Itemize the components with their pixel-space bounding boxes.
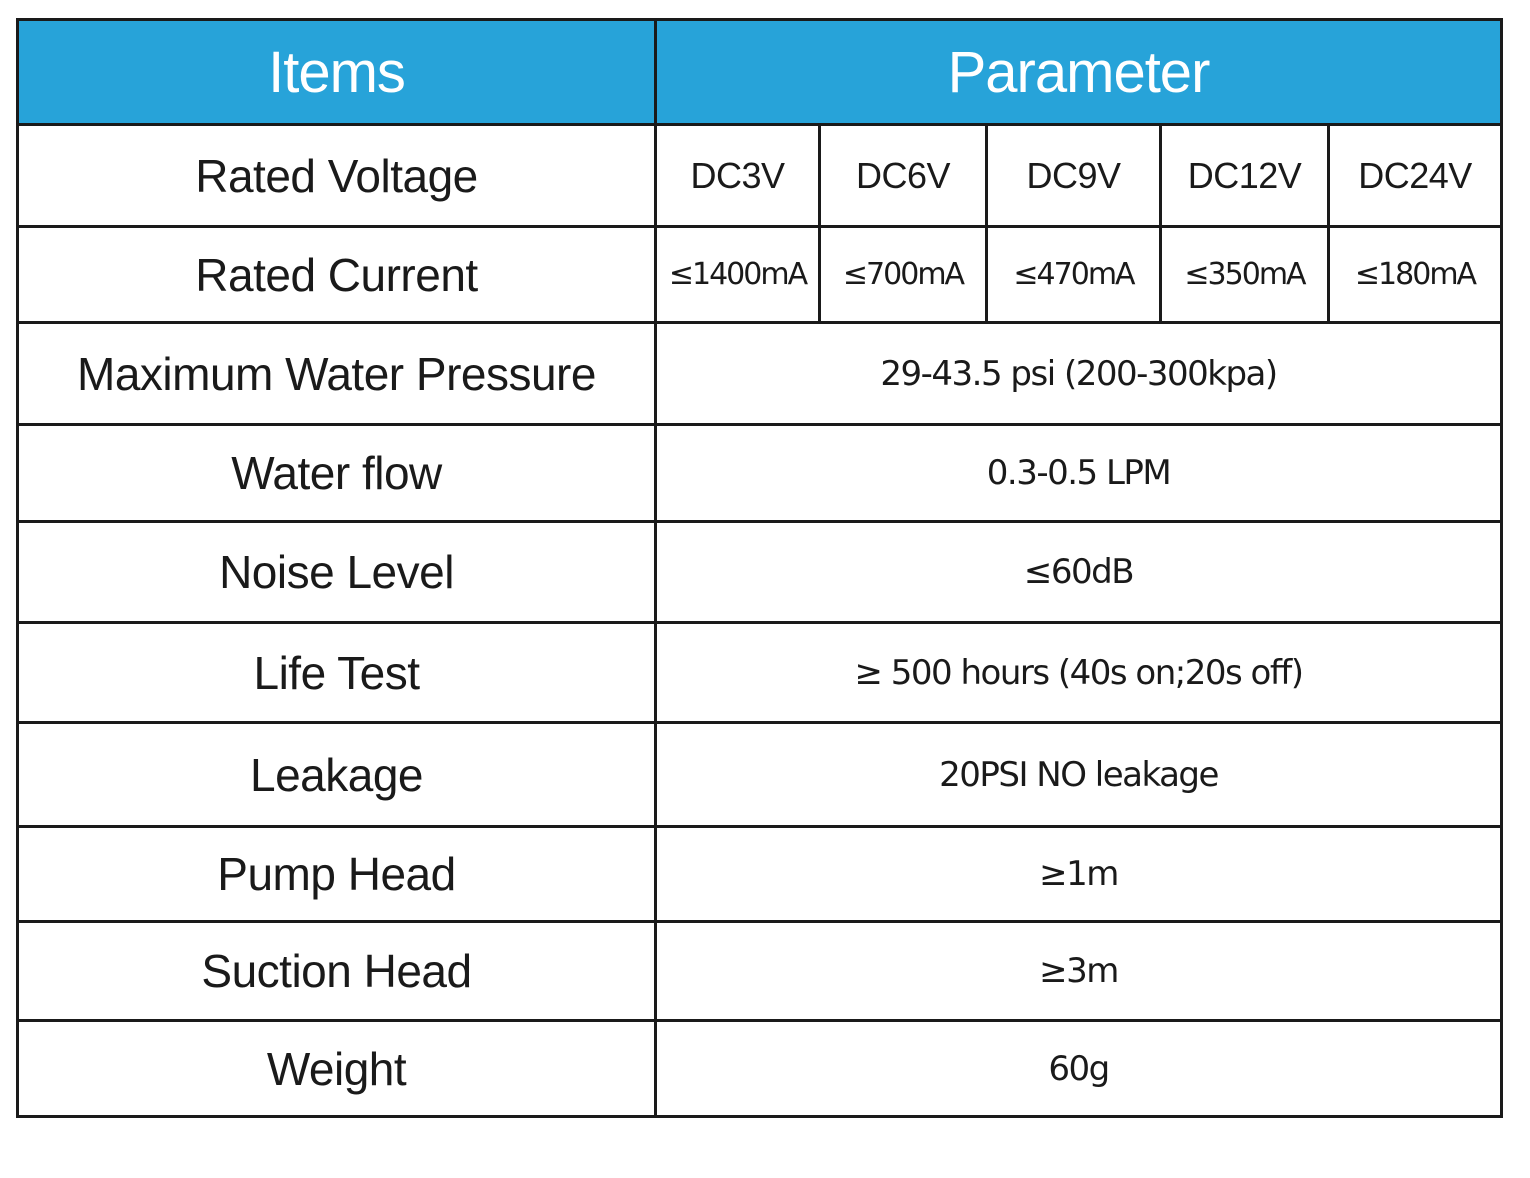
table-row [18, 827, 1502, 922]
table-row [18, 723, 1502, 827]
voltage-value: DC3V [656, 125, 820, 227]
current-value: ≤470mA [987, 227, 1161, 323]
row-label: Maximum Water Pressure [18, 323, 656, 425]
row-value: 29-43.5 psi (200-300kpa) [656, 323, 1502, 425]
table-row [18, 425, 1502, 522]
row-value: 20PSI NO leakage [656, 723, 1502, 827]
current-value: ≤180mA [1329, 227, 1502, 323]
voltage-value: DC12V [1161, 125, 1329, 227]
row-label: Pump Head [18, 827, 656, 922]
voltage-value: DC6V [820, 125, 987, 227]
current-value: ≤350mA [1161, 227, 1329, 323]
row-value: 0.3-0.5 LPM [656, 425, 1502, 522]
spec-table [16, 18, 1503, 1118]
row-label: Water flow [18, 425, 656, 522]
table-row [18, 922, 1502, 1021]
voltage-value: DC9V [987, 125, 1161, 227]
rated-current-label: Rated Current [18, 227, 656, 323]
header-items: Items [18, 20, 656, 125]
header-row [18, 20, 1502, 125]
row-value: ≥1m [656, 827, 1502, 922]
header-parameter: Parameter [656, 20, 1502, 125]
voltage-value: DC24V [1329, 125, 1502, 227]
rated-current-row [18, 227, 1502, 323]
current-value: ≤1400mA [656, 227, 820, 323]
row-value: ≥ 500 hours (40s on;20s off) [656, 623, 1502, 723]
row-value: ≤60dB [656, 522, 1502, 623]
table-row [18, 323, 1502, 425]
row-label: Suction Head [18, 922, 656, 1021]
table-row [18, 522, 1502, 623]
table-row [18, 1021, 1502, 1117]
table-row [18, 623, 1502, 723]
rated-voltage-label: Rated Voltage [18, 125, 656, 227]
row-value: 60g [656, 1021, 1502, 1117]
rated-voltage-row [18, 125, 1502, 227]
row-value: ≥3m [656, 922, 1502, 1021]
row-label: Life Test [18, 623, 656, 723]
current-value: ≤700mA [820, 227, 987, 323]
row-label: Weight [18, 1021, 656, 1117]
row-label: Leakage [18, 723, 656, 827]
row-label: Noise Level [18, 522, 656, 623]
